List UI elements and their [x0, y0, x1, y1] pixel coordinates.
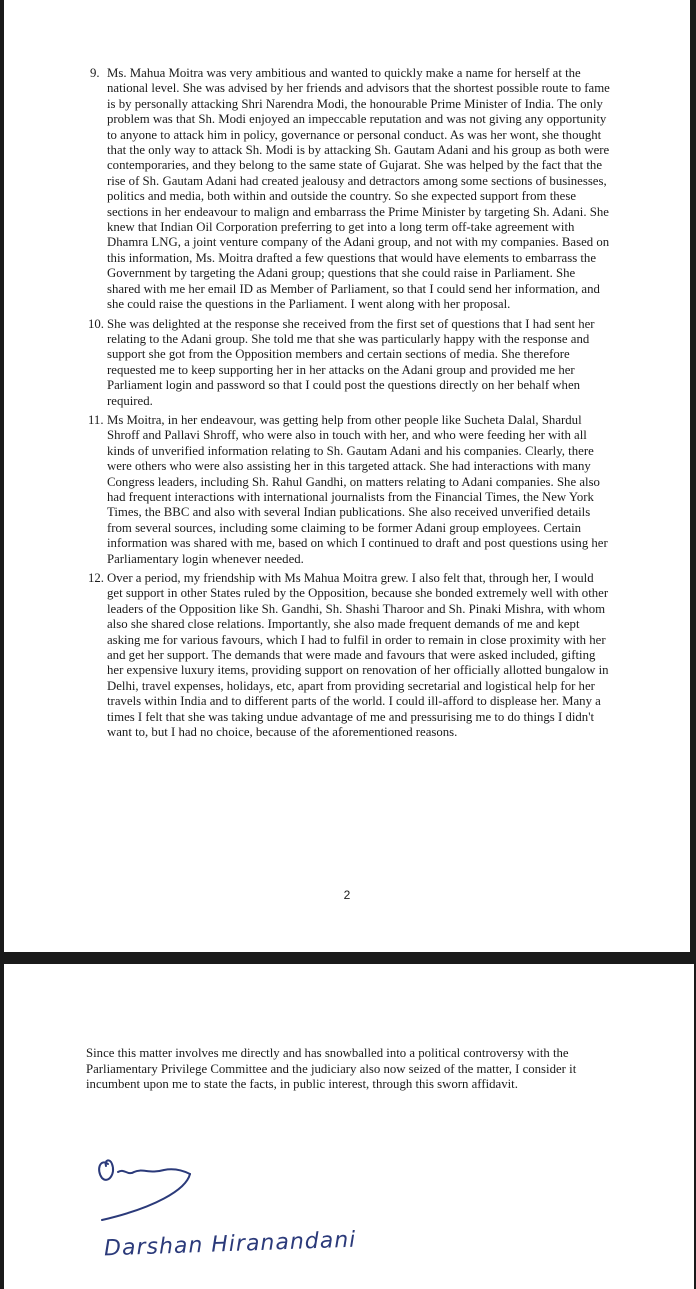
paragraph-text: Ms Moitra, in her endeavour, was getting help from other people like Sucheta Dalal, Shardul Shroff and Pallavi Shroff, who were also in touch with her, and who were feeding her with all kinds of unverified information relating to Sh. Gautam Adani and his companies. Clearly, there were others who were also assisting her in this targeted attack. She had interactions with many Congress leaders, including Sh. Rahul Gandhi, on matters relating to Adani companies. She also had frequent interactions with international journalists from the Financial Times, the New York Times, the BBC and also with several Indian publications. She also received unverified details from several sources, including some claiming to be former Adani group employees. Certain information was shared with me, based on which I continued to draft and post questions using her Parliamentary login whenever needed.: [107, 412, 608, 566]
document-page-2: [4, 0, 690, 952]
paragraph-9: [90, 66, 610, 313]
closing-paragraph: Since this matter involves me directly and has snowballed into a political controversy with the Parliamentary Privilege Committee and the judiciary also now seized of the matter, I consider it incumbent upon me to state the facts, in public interest, through this sworn affidavit.: [86, 1046, 577, 1092]
paragraph-number: 9.: [90, 66, 100, 80]
page-number: 2: [343, 888, 351, 902]
paragraph-11: [90, 413, 610, 567]
numbered-paragraphs: [90, 66, 610, 744]
paragraph-12: [90, 571, 610, 740]
paragraph-text: Over a period, my friendship with Ms Mahua Moitra grew. I also felt that, through her, I would get support in other States ruled by the Opposition, because she bonded extremely well with other leaders of the Opposition like Sh. Gandhi, Sh. Shashi Tharoor and Sh. Pinaki Mishra, with whom also she shared close relations. Importantly, she also made frequent demands of me and kept asking me for various favours, which I had to fulfil in order to remain in close proximity with her and get her support. The demands that were made and favours that were asked included, gifting her expensive luxury items, providing support on renovation of her officially allotted bungalow in Delhi, travel expenses, holidays, etc, apart from providing secretarial and logistical help for her travels within India and to different parts of the world. I could ill-afford to displease her. Many a times I felt that she was taking undue advantage of me and pressurising me to do things I didn't want to, but I had no choice, because of the aforementioned reasons.: [107, 571, 609, 740]
paragraph-text: Ms. Mahua Moitra was very ambitious and wanted to quickly make a name for herself at the national level. She was advised by her friends and advisors that the shortest possible route to fame is by personally attacking Shri Narendra Modi, the honourable Prime Minister of India. The only problem was that Sh. Modi enjoyed an impeccable reputation and was not giving any opportunity to anyone to attack him in policy, governance or personal conduct. As was her wont, she thought that the only way to attack Sh. Modi is by attacking Sh. Gautam Adani and his group as both were contemporaries, and they belong to the same state of Gujarat. She was helped by the fact that the rise of Sh. Gautam Adani had created jealousy and detractors among some sections of businesses, politics and media, both within and outside the country. So she expected support from these sections in her endeavour to malign and embarrass the Prime Minister by targeting Sh. Adani. She knew that Indian Oil Corporation preferring to get into a long term off-take agreement with Dhamra LNG, a joint venture company of the Adani group, and not with my companies. Based on this information, Ms. Moitra drafted a few questions that would have elements to embarrass the Government by targeting the Adani group; questions that she could raise in Parliament. She shared with me her email ID as Member of Parliament, so that I could send her information, and she could raise the questions in the Parliament. I went along with her proposal.: [107, 66, 610, 312]
signature-name: Darshan Hiranandani: [103, 1227, 357, 1262]
paragraph-number: 12.: [88, 571, 104, 585]
signature-mark: [94, 1150, 214, 1230]
paragraph-number: 10.: [88, 316, 104, 331]
document-page-3: [4, 964, 694, 1289]
paragraph-number: 11.: [88, 412, 104, 427]
paragraph-text: She was delighted at the response she received from the first set of questions that I had sent her relating to the Adani group. She told me that she was particularly happy with the response and support she got from the Opposition members and certain sections of media. She therefore requested me to keep supporting her in her attacks on the Adani group and provided me her Parliament login and password so that I could post the questions directly on her behalf when required.: [107, 316, 595, 408]
paragraph-10: [90, 317, 610, 409]
